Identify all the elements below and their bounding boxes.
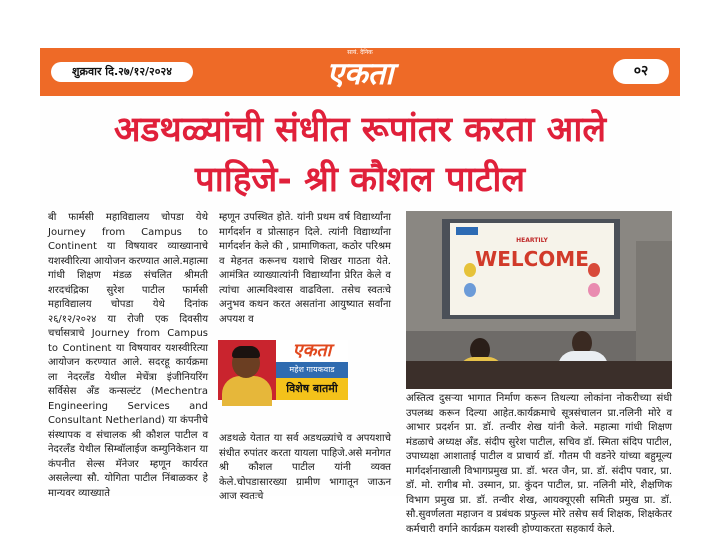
newspaper-page [40, 48, 680, 535]
headline-line-1: अडथळ्यांची संधीत रूपांतर करता आले [113, 110, 607, 150]
reporter-name: महेश गायकवाड [276, 362, 348, 378]
balloon-icon [588, 283, 600, 297]
dais-table [406, 361, 672, 389]
headline-line-2: पाहिजे- श्री कौशल पाटील [194, 160, 526, 200]
special-news-tag: विशेष बातमी [276, 378, 348, 400]
article-column-1: बी फार्मसी महाविद्यालय चोपडा येथे Journey from Campus to Continent या विषयावर व्याख्यानाचे यशस्वीरित्या आयोजन करण्यात आले.महात्मा गांधी शिक्षण मंडळ संचलित श्रीमती शरदचंद्रिका सुरेश पाटील फार्मसी महाविद्यालय चोपडा येथे दिनांक २६/१२/२०२४ या रोजी एक दिवसीय चर्चासत्राचे Journey from Campus to Continent या विषयावर यशस्वीरित्या आयोजन करण्यात आले. सदरहू कार्यक्रमा ला नेदरलँड येथील मेचेंत्रा इंजीनियरिंग सर्विसेस अँड कन्सल्टंट (Mechentra Engineering Services and Consultant Netherland) या कंपनीचे संस्थापक व संचालक श्री कौशल पाटील व नेदरलँड येथील सिम्बॉलाईज कम्युनिकेशन या कंपनीत सेल्स मॅनेजर म्हणून कार्यरत असलेल्या सौ. योगिता पाटील निंबाळकर हे मान्यवर व्याख्याते [48, 212, 208, 499]
newspaper-brand [305, 49, 415, 92]
issue-date: शुक्रवार दि.२७/१२/२०२४ [51, 62, 193, 82]
photo-door [636, 241, 672, 361]
event-photo [406, 211, 672, 389]
avatar-hair [232, 346, 260, 358]
article-column-2-bottom: अडथळे येतात या सर्व अडथळ्यांचे व अपयशाचे संधीत रुपांतर करता यायला पाहिजे.असे मनोगत श्री कौशल पाटील यांनी व्यक्त केले.चोपडासारख्या ग्रामीण भागातून जाऊन आज स्वतःचे [219, 433, 391, 502]
masthead [40, 48, 680, 96]
welcome-slide [450, 223, 614, 315]
page-number: ०२ [613, 59, 669, 84]
article-column-2-top: म्हणून उपस्थित होते. यांनी प्रथम वर्ष विद्यार्थ्यांना मार्गदर्शन व प्रोत्साहन दिले. त्यांनी विद्यार्थ्यांना मार्गदर्शन केले की , प्रामाणिकता, कठोर परिश्रम व मेहनत करूनच यशाचे शिखर गाठता येते. आमंत्रित व्याख्यात्यांनी विद्यार्थ्यांना प्रेरित केले व त्यांचा आत्मविश्वास वाढविला. तसेच स्वतःचे अनुभव कथन करत असतांना आयुष्यात सर्वांना अपयश व [219, 212, 391, 325]
reporter-badge [218, 340, 348, 400]
slide-heartily: HEARTILY [516, 237, 548, 244]
badge-brand: एकता [276, 340, 348, 362]
avatar-body [222, 376, 272, 406]
brand-tagline: सायं. दैनिक [347, 49, 373, 56]
article-column-3: अस्तित्व दुसऱ्या भागात निर्माण करून तिथल्या लोकांना नोकरीच्या संधी उपलब्ध करून दिल्या आहेत.कार्यक्रमाचे सूत्रसंचालन प्रा.नलिनी मोरे व आभार प्रदर्शन प्रा. डॉ. तन्वीर शेख यांनी केले. महात्मा गांधी शिक्षण मंडळाचे अध्यक्ष अँड. संदीप सुरेश पाटील, सचिव डॉ. स्मिता संदिप पाटील, उपाध्यक्षा आशाताई पाटील व प्राचार्य डॉ. गौतम पी वडनेरे यांच्या बहुमूल्य मार्गदर्शनाखाली विभागप्रमुख प्रा. डॉ. भरत जैन, प्रा. डॉ. संदीप पवार, प्रा. डॉ. मो. रागीब मो. उस्मान, प्रा. कुंदन पाटील, प्रा. नलिनी मोरे, शैक्षणिक विभाग प्रमुख प्रा. डॉ. तन्वीर शेख, आयक्यूएसी समिती प्रमुख प्रा. डॉ. सौ.सुवर्णलता महाजन व प्रबंधक प्रफुल्ल मोरे तसेच सर्व शिक्षक, शिक्षकेतर कर्मचारी वर्गाने कार्यक्रम यशस्वी होण्याकरता सहकार्य केले. [406, 393, 672, 535]
balloon-icon [464, 283, 476, 297]
slide-welcome: WELCOME [475, 247, 589, 271]
slide-logo-icon [456, 227, 478, 235]
brand-name: एकता [326, 56, 394, 92]
reporter-avatar [218, 340, 276, 400]
